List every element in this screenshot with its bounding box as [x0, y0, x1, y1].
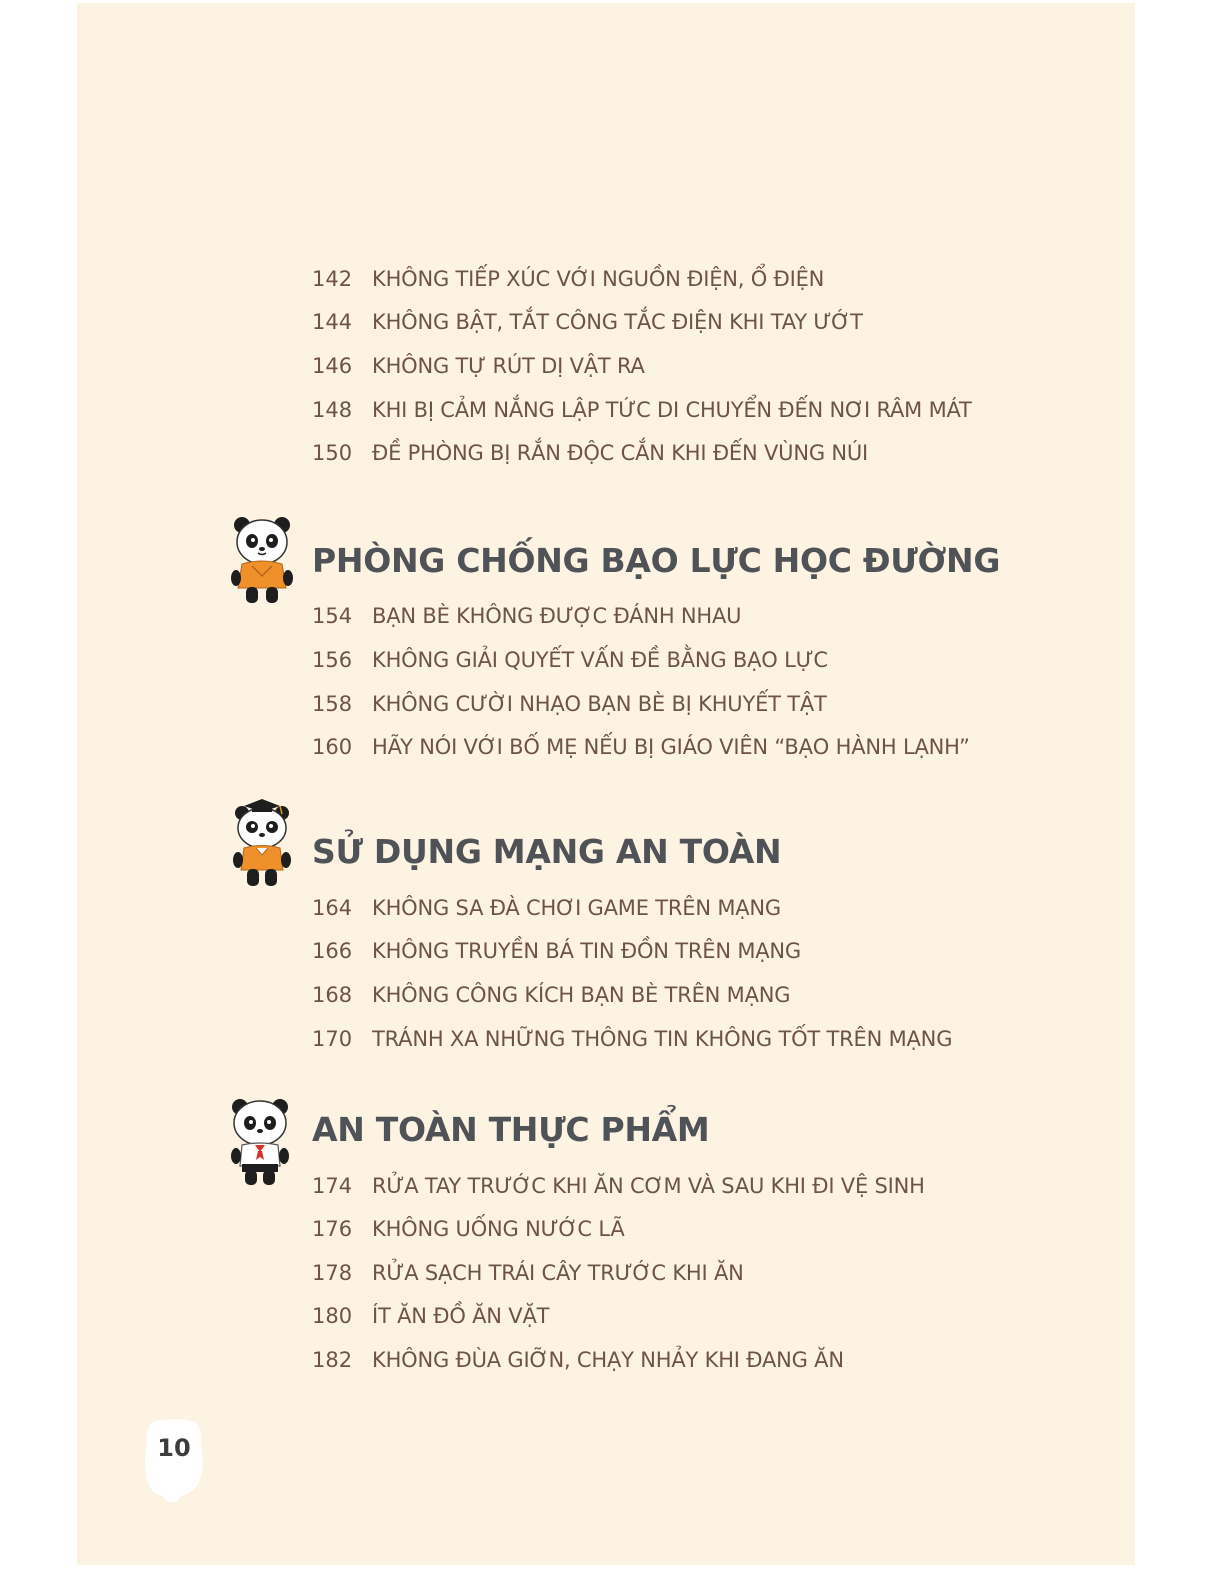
toc-page-number: 160 — [312, 735, 353, 759]
toc-entry-title: KHÔNG CƯỜI NHẠO BẠN BÈ BỊ KHUYẾT TẬT — [372, 692, 827, 716]
section-heading: PHÒNG CHỐNG BẠO LỰC HỌC ĐƯỜNG — [312, 541, 1001, 580]
toc-entry-title: KHÔNG TỰ RÚT DỊ VẬT RA — [372, 354, 645, 378]
toc-entry-title: KHÔNG UỐNG NƯỚC LÃ — [372, 1217, 625, 1241]
toc-entry-title: BẠN BÈ KHÔNG ĐƯỢC ĐÁNH NHAU — [372, 604, 742, 628]
panda-school-uniform-icon — [228, 1096, 292, 1188]
toc-page-number: 154 — [312, 604, 353, 628]
toc-page-number: 170 — [312, 1027, 353, 1051]
toc-page-number: 142 — [312, 267, 353, 291]
toc-entry-title: KHI BỊ CẢM NẮNG LẬP TỨC DI CHUYỂN ĐẾN NƠI RÂM MÁT — [372, 398, 972, 422]
toc-entry-title: KHÔNG TIẾP XÚC VỚI NGUỒN ĐIỆN, Ổ ĐIỆN — [372, 267, 825, 291]
toc-entry-title: KHÔNG ĐÙA GIỠN, CHẠY NHẢY KHI ĐANG ĂN — [372, 1348, 844, 1372]
toc-entry-title: ÍT ĂN ĐỒ ĂN VẶT — [372, 1304, 550, 1328]
panda-orange-hoodie-icon — [230, 514, 294, 606]
toc-entry-title: TRÁNH XA NHỮNG THÔNG TIN KHÔNG TỐT TRÊN MẠNG — [372, 1027, 953, 1051]
toc-entry-title: ĐỀ PHÒNG BỊ RẮN ĐỘC CẮN KHI ĐẾN VÙNG NÚI — [372, 441, 869, 465]
toc-page-number: 158 — [312, 692, 353, 716]
toc-entry-title: KHÔNG BẬT, TẮT CÔNG TẮC ĐIỆN KHI TAY ƯỚT — [372, 310, 863, 334]
toc-page-number: 156 — [312, 648, 353, 672]
page-number: 10 — [157, 1434, 191, 1462]
toc-page-number: 164 — [312, 896, 353, 920]
toc-page-number: 178 — [312, 1261, 353, 1285]
toc-entry-title: HÃY NÓI VỚI BỐ MẸ NẾU BỊ GIÁO VIÊN “BẠO HÀNH LẠNH” — [372, 735, 970, 759]
toc-entry-title: KHÔNG SA ĐÀ CHƠI GAME TRÊN MẠNG — [372, 896, 781, 920]
toc-entry-title: KHÔNG CÔNG KÍCH BẠN BÈ TRÊN MẠNG — [372, 983, 791, 1007]
toc-page-number: 146 — [312, 354, 353, 378]
toc-entry-title: KHÔNG TRUYỀN BÁ TIN ĐỒN TRÊN MẠNG — [372, 939, 801, 963]
toc-entry-title: RỬA TAY TRƯỚC KHI ĂN CƠM VÀ SAU KHI ĐI VỆ SINH — [372, 1174, 925, 1198]
section-heading: AN TOÀN THỰC PHẨM — [312, 1110, 710, 1149]
toc-page-number: 168 — [312, 983, 353, 1007]
toc-page-number: 166 — [312, 939, 353, 963]
toc-page-number: 176 — [312, 1217, 353, 1241]
toc-entry-title: KHÔNG GIẢI QUYẾT VẤN ĐỀ BẰNG BẠO LỰC — [372, 648, 828, 672]
toc-page-number: 150 — [312, 441, 353, 465]
toc-entry-title: RỬA SẠCH TRÁI CÂY TRƯỚC KHI ĂN — [372, 1261, 744, 1285]
toc-page-number: 174 — [312, 1174, 353, 1198]
panda-graduation-cap-icon — [230, 798, 294, 890]
toc-page-number: 180 — [312, 1304, 353, 1328]
toc-page-number: 144 — [312, 310, 353, 334]
section-heading: SỬ DỤNG MẠNG AN TOÀN — [312, 832, 782, 871]
toc-page-number: 148 — [312, 398, 353, 422]
toc-page-number: 182 — [312, 1348, 353, 1372]
book-page — [77, 3, 1135, 1565]
